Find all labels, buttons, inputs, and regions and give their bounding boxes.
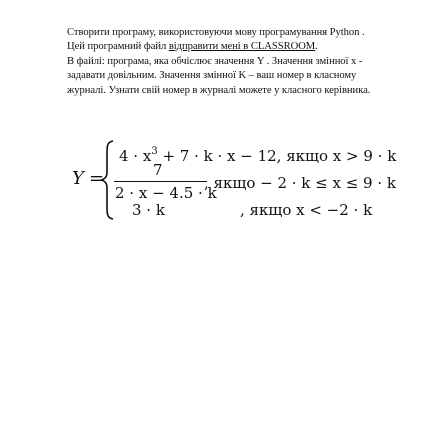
case-1-exponent: 3	[151, 146, 158, 157]
case-3-expression: 3 · k	[132, 201, 165, 219]
task-line-2-suffix: .	[315, 41, 318, 53]
task-line-4: задавати довільним. Значення змінної K – ваш номер в класному	[67, 70, 357, 82]
task-line-3: В файлі: програма, яка обчіслює значення Y . Значення змінної x -	[67, 55, 363, 67]
case-2-condition: , якщо − 2 · k ≤ x ≤ 9 · k	[204, 174, 396, 192]
case-2-numerator: 7	[153, 161, 163, 179]
classroom-link-text: відправити мені в CLASSROOM	[168, 41, 316, 53]
fraction-bar	[114, 181, 207, 182]
case-2-denominator: 2 · x − 4.5 · k	[115, 184, 217, 202]
task-line-1: Створити програму, використовуючи мову програмування Python .	[67, 27, 365, 38]
formula-lhs: Y	[72, 168, 84, 189]
task-line-2-prefix: Цей програмний файл	[67, 41, 169, 53]
case-1-term: 4 · x	[119, 147, 152, 165]
case-1-rest: + 7 · k · x − 12, якщо x > 9 · k	[157, 147, 397, 165]
task-line-5: журналі. Узнати свій номер в журналі можете у класного керівника.	[67, 84, 371, 96]
left-brace-icon	[100, 140, 114, 220]
case-3-condition: , якщо x < −2 · k	[240, 201, 373, 219]
formula-equals: =	[89, 168, 105, 189]
